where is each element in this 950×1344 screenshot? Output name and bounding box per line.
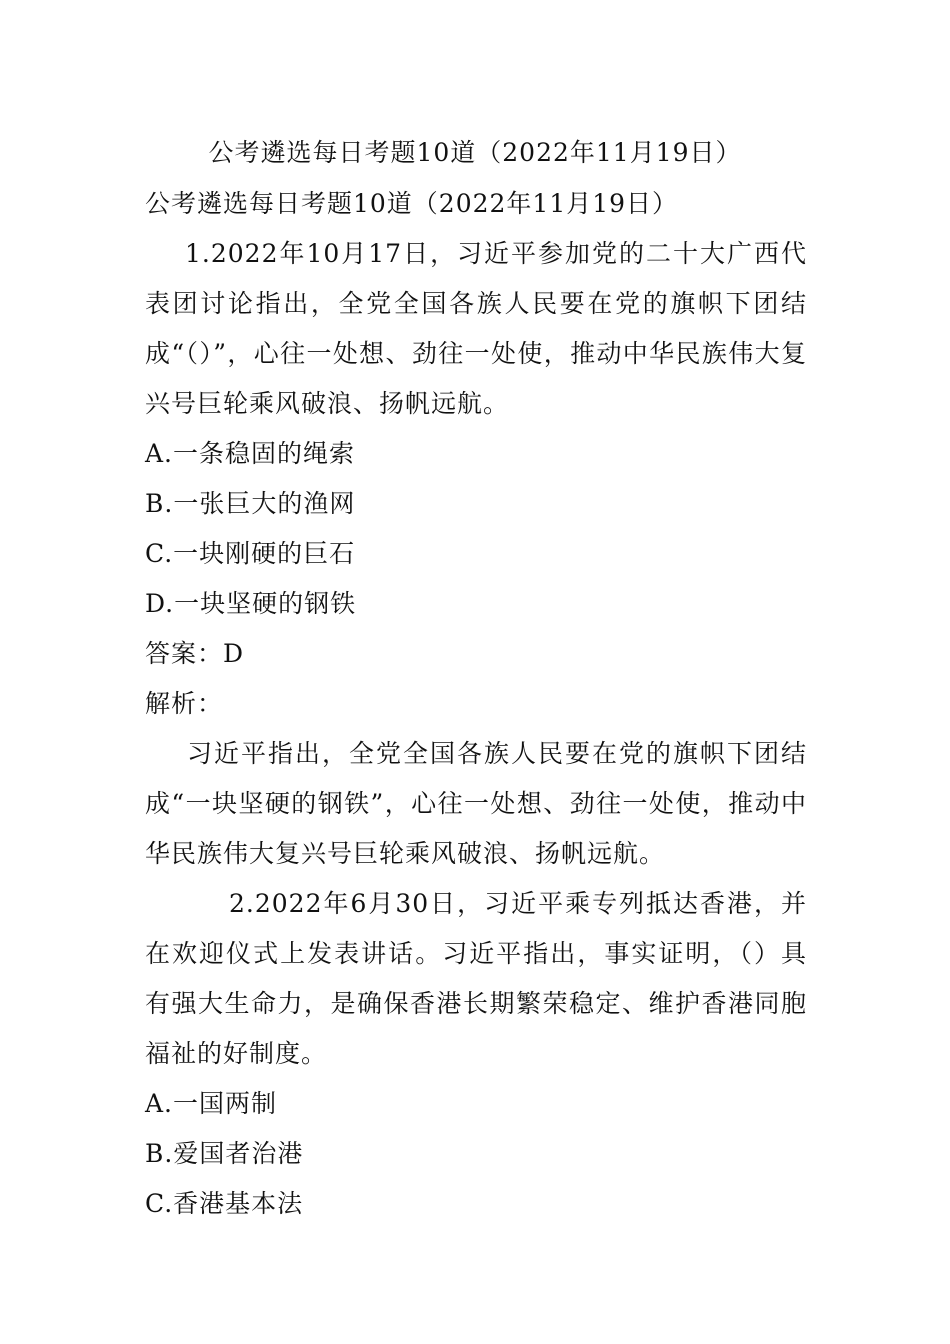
question-1-option-b: B.一张巨大的渔网 [145, 489, 356, 518]
question-2-stem: 2.2022年6月30日，习近平乘专列抵达香港，并在欢迎仪式上发表讲话。习近平指出，事实证明，（）具有强大生命力，是确保香港长期繁荣稳定、维护香港同胞福祉的好制度。 [145, 889, 807, 1068]
question-1-analysis: 习近平指出，全党全国各族人民要在党的旗帜下团结成“一块坚硬的钢铁”，心往一处想、劲往一处使，推动中华民族伟大复兴号巨轮乘风破浪、扬帆远航。 [145, 739, 807, 868]
question-1-option-c: C.一块刚硬的巨石 [145, 539, 356, 568]
question-1-stem: 1.2022年10月17日，习近平参加党的二十大广西代表团讨论指出，全党全国各族人民要在党的旗帜下团结成“（）”，心往一处想、劲往一处使，推动中华民族伟大复兴号巨轮乘风破浪、扬帆远航。 [145, 239, 807, 418]
question-1-answer: 答案：D [145, 639, 245, 668]
question-1-analysis-label: 解析： [145, 689, 224, 718]
document-title: 公考遴选每日考题10道（2022年11月19日） [208, 138, 742, 167]
question-1-option-d: D.一块坚硬的钢铁 [145, 589, 357, 618]
question-2-option-b: B.爱国者治港 [145, 1139, 304, 1168]
document-body [145, 179, 807, 1229]
question-2-option-c: C.香港基本法 [145, 1189, 304, 1218]
document-subtitle: 公考遴选每日考题10道（2022年11月19日） [145, 189, 679, 218]
question-1-option-a: A.一条稳固的绳索 [145, 439, 356, 468]
question-2-option-a: A.一国两制 [145, 1089, 278, 1118]
